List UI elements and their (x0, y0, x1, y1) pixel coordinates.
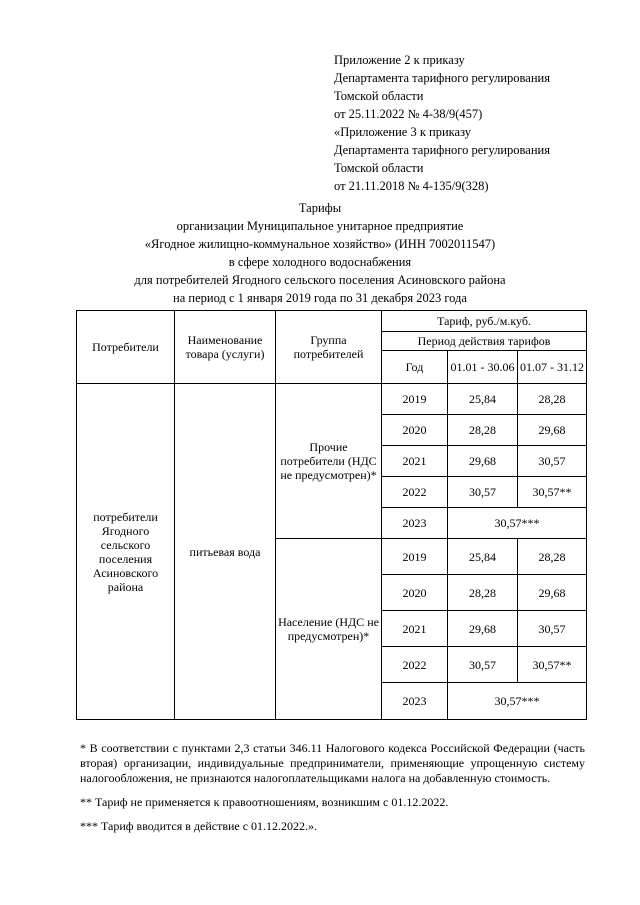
document-title (60, 199, 580, 307)
header-year: Год (382, 351, 448, 384)
tariff-h1-cell: 30,57 (448, 647, 518, 683)
tariff-h1-cell: 25,84 (448, 539, 518, 575)
tariff-h2-cell: 30,57** (518, 477, 587, 508)
tariff-h2-cell: 30,57 (518, 611, 587, 647)
header-line: Департамента тарифного регулирования (334, 143, 550, 157)
footnote-1: * В соответствии с пунктами 2,3 статьи 346.11 Налогового кодекса Российской Федерации (часть вторая) организации, индивидуальные предприниматели, применяющие упрощенную систему налогообложения, не признаются налогоплательщиками налога на добавленную стоимость. (80, 741, 585, 785)
year-cell: 2022 (382, 477, 448, 508)
header-tariff: Тариф, руб./м.куб. (382, 311, 587, 332)
year-cell: 2023 (382, 508, 448, 539)
group-cell: Прочие потребители (НДС не предусмотрен)* (276, 384, 382, 539)
header-half1: 01.01 - 30.06 (448, 351, 518, 384)
header-line: Томской области (334, 89, 424, 103)
tariff-h2-cell: 29,68 (518, 575, 587, 611)
header-line: Приложение 2 к приказу (334, 53, 465, 67)
tariff-h1-cell: 28,28 (448, 415, 518, 446)
year-cell: 2023 (382, 683, 448, 720)
tariff-h2-cell: 29,68 (518, 415, 587, 446)
consumer-cell: потребители Ягодного сельского поселения Асиновского района (77, 384, 175, 720)
header-period: Период действия тарифов (382, 332, 587, 351)
approval-header (334, 51, 550, 195)
header-half2: 01.07 - 31.12 (518, 351, 587, 384)
year-cell: 2019 (382, 384, 448, 415)
header-group: Группа потребителей (276, 311, 382, 384)
tariff-h2-cell: 30,57** (518, 647, 587, 683)
tariff-merged-cell: 30,57*** (448, 508, 587, 539)
title-line: для потребителей Ягодного сельского поселения Асиновского района (134, 273, 506, 287)
year-cell: 2020 (382, 415, 448, 446)
table-row (77, 384, 587, 415)
year-cell: 2020 (382, 575, 448, 611)
header-line: от 21.11.2018 № 4-135/9(328) (334, 179, 489, 193)
footnotes (80, 741, 585, 843)
tariff-h2-cell: 28,28 (518, 539, 587, 575)
tariff-h1-cell: 29,68 (448, 611, 518, 647)
title-line: организации Муниципальное унитарное предприятие (176, 219, 464, 233)
tariff-table (76, 310, 587, 720)
year-cell: 2021 (382, 446, 448, 477)
title-line: на период с 1 января 2019 года по 31 декабря 2023 года (173, 291, 467, 305)
footnote-3: *** Тариф вводится в действие с 01.12.2022.». (80, 819, 318, 833)
year-cell: 2021 (382, 611, 448, 647)
title-line: в сфере холодного водоснабжения (228, 255, 412, 269)
header-line: Департамента тарифного регулирования (334, 71, 550, 85)
header-line: Томской области (334, 161, 424, 175)
tariff-h1-cell: 25,84 (448, 384, 518, 415)
tariff-h1-cell: 28,28 (448, 575, 518, 611)
year-cell: 2022 (382, 647, 448, 683)
tariff-h2-cell: 30,57 (518, 446, 587, 477)
footnote-2: ** Тариф не применяется к правоотношениям, возникшим с 01.12.2022. (80, 795, 449, 809)
product-cell: питьевая вода (175, 384, 276, 720)
group-cell: Население (НДС не предусмотрен)* (276, 539, 382, 720)
header-line: «Приложение 3 к приказу (334, 125, 472, 139)
year-cell: 2019 (382, 539, 448, 575)
tariff-h1-cell: 30,57 (448, 477, 518, 508)
tariff-h1-cell: 29,68 (448, 446, 518, 477)
header-line: от 25.11.2022 № 4-38/9(457) (334, 107, 483, 121)
title-line: «Ягодное жилищно-коммунальное хозяйство» (ИНН 7002011547) (144, 237, 496, 251)
header-consumers: Потребители (77, 311, 175, 384)
header-product: Наименование товара (услуги) (175, 311, 276, 384)
tariff-merged-cell: 30,57*** (448, 683, 587, 720)
tariff-h2-cell: 28,28 (518, 384, 587, 415)
title-line: Тарифы (298, 201, 342, 215)
